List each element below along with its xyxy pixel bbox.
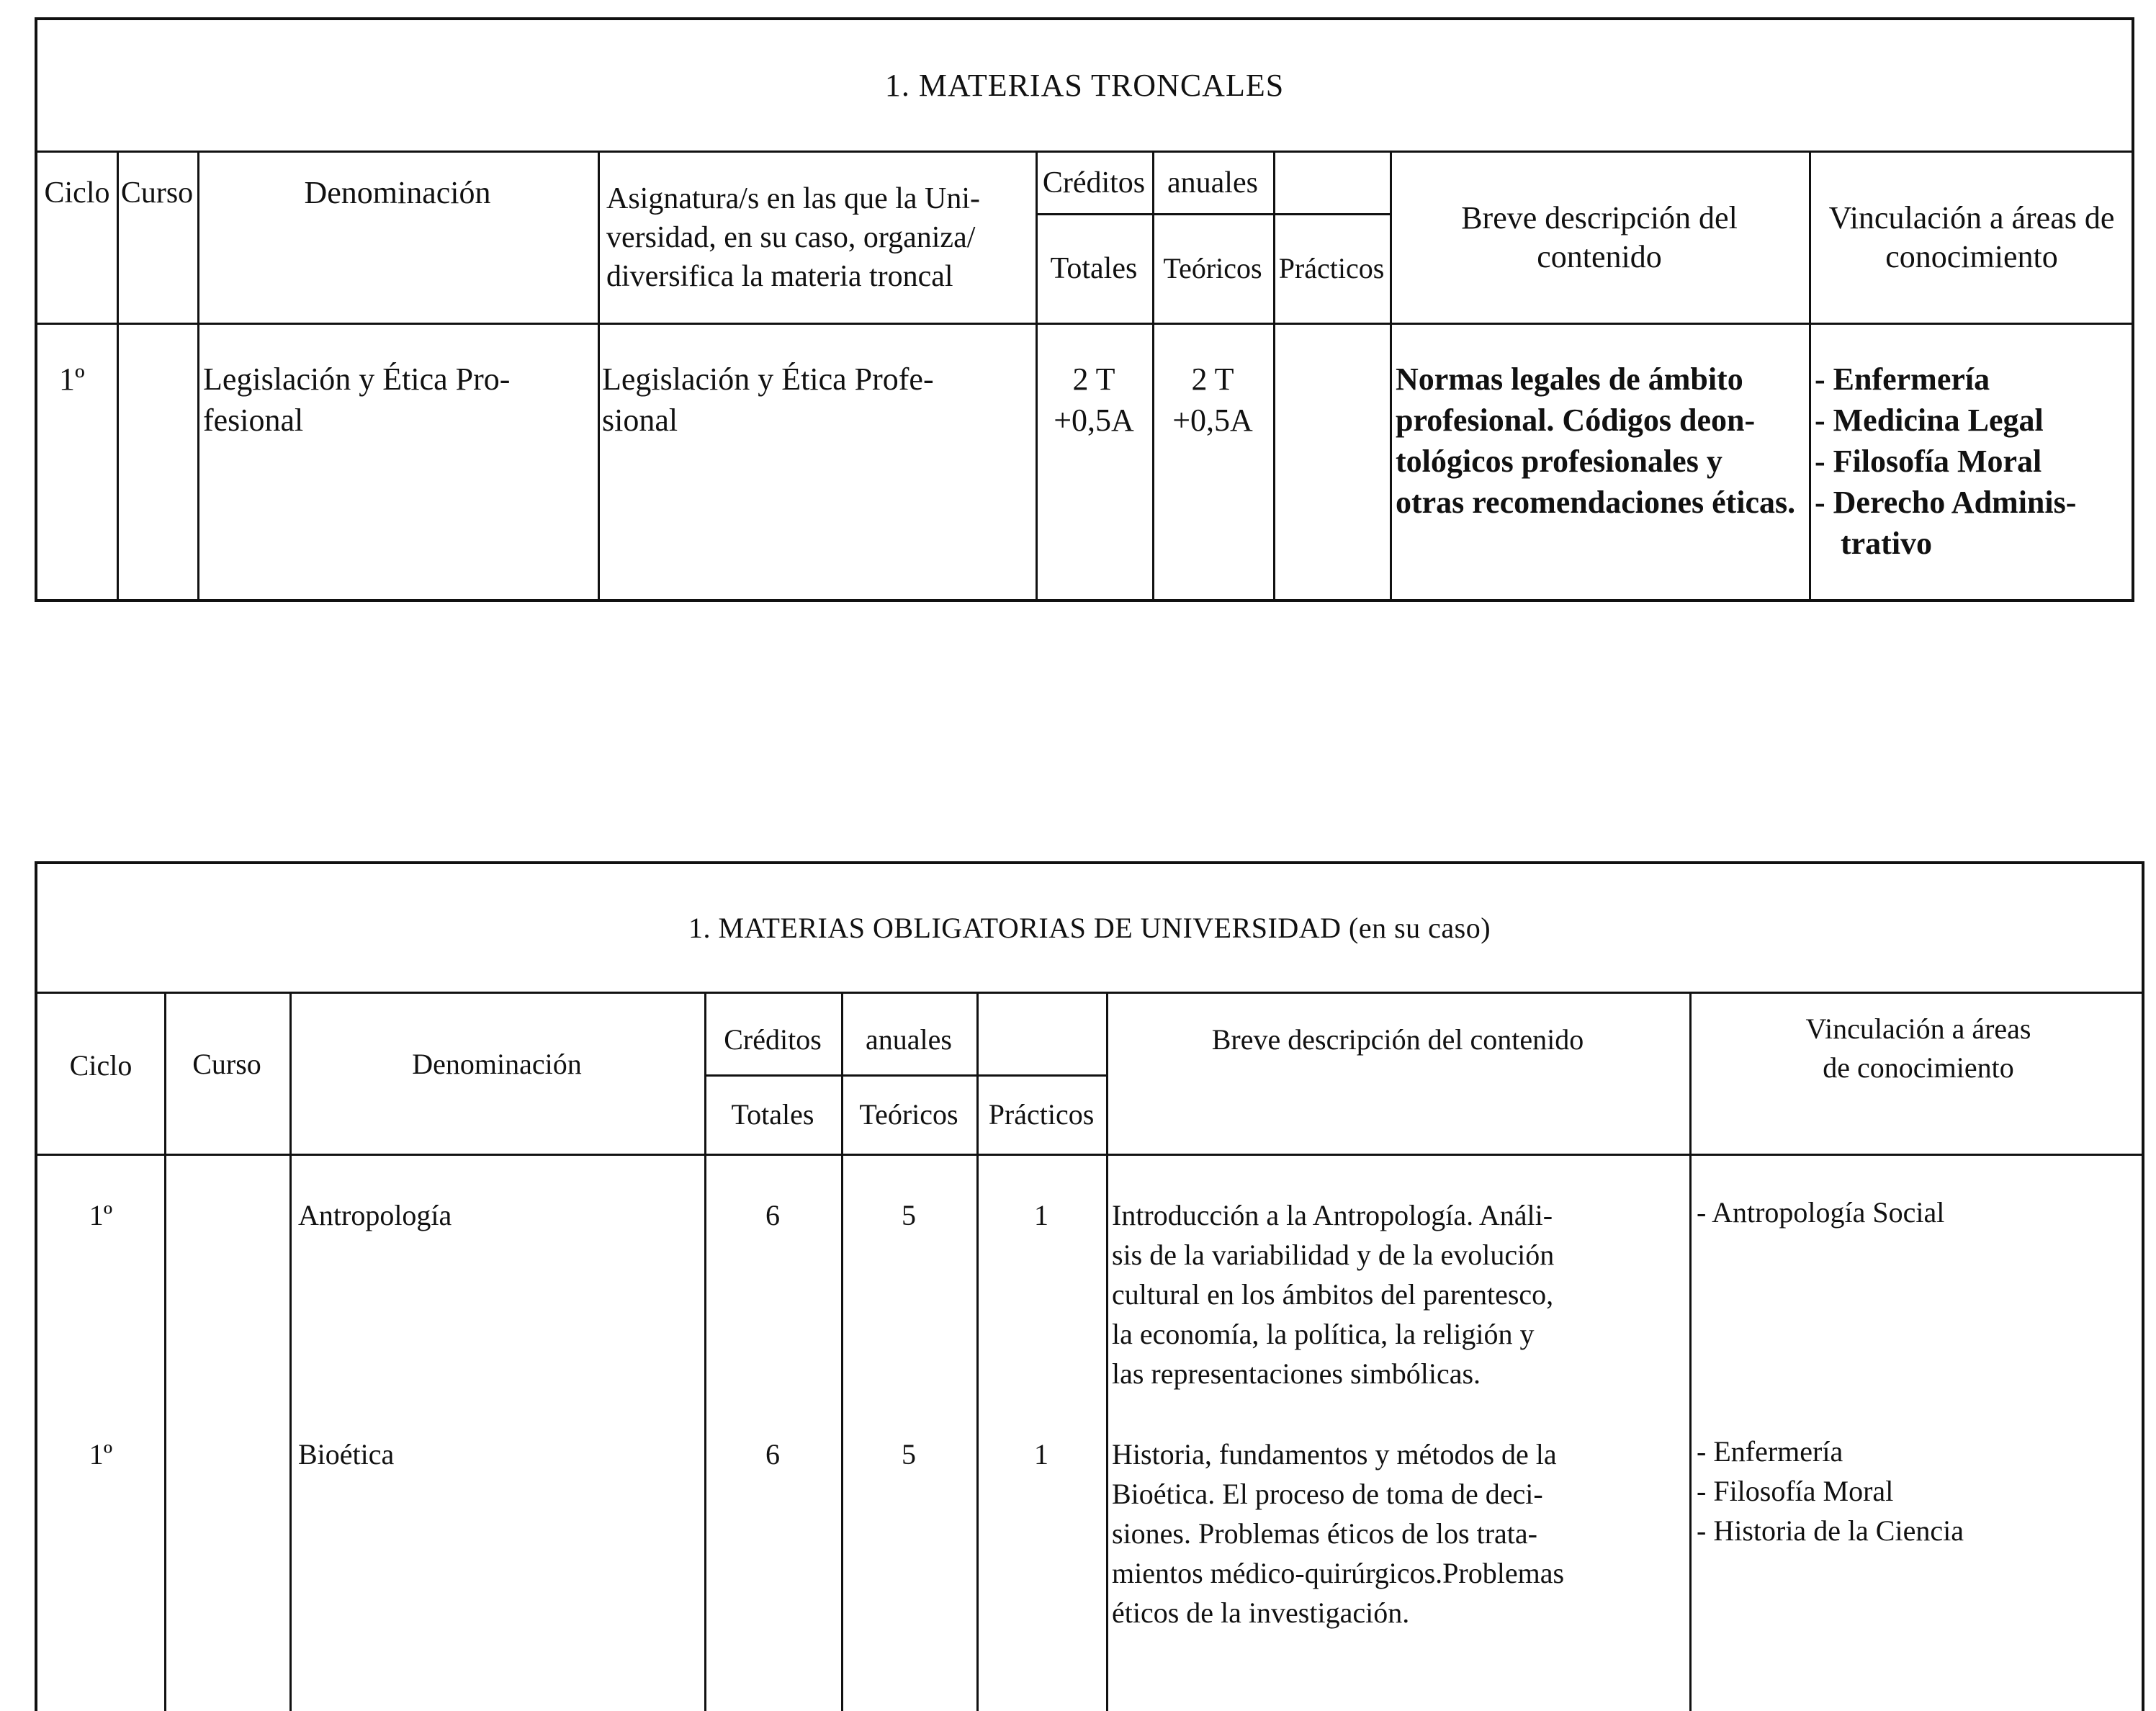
row-2-ciclo: 1º bbox=[89, 1438, 113, 1470]
row-1-practicos: 1 bbox=[1034, 1199, 1048, 1231]
row-1-teoricos: 5 bbox=[902, 1199, 916, 1231]
header-denominacion: Denominación bbox=[304, 175, 491, 210]
header-curso: Curso bbox=[120, 176, 194, 210]
row-2-vinculacion: - Enfermería - Filosofía Moral - Historia de la Ciencia bbox=[1697, 1435, 1964, 1547]
header-denominacion: Denominación bbox=[412, 1048, 582, 1080]
row-2-totales: 6 bbox=[765, 1438, 780, 1470]
header-practicos: Prácticos bbox=[1278, 252, 1385, 284]
column-divider bbox=[289, 994, 292, 1711]
row-descripcion: Normas legales de ámbito profesional. Códigos deon- tológicos profesionales y otras recomendaciones éticas. bbox=[1396, 361, 1796, 520]
header-totales: Totales bbox=[731, 1098, 814, 1131]
row-1-descripcion: Introducción a la Antropología. Análi- sis de la variabilidad y de la evolución cultural en los ámbitos del parentesco, la economía, la política, la religión y las representaciones simbólicas. bbox=[1112, 1199, 1555, 1390]
row-2-denominacion: Bioética bbox=[298, 1438, 395, 1470]
header-vinculacion: Vinculación a áreas de conocimiento bbox=[1805, 1012, 2031, 1084]
column-divider bbox=[1689, 994, 1692, 1711]
header-anuales: anuales bbox=[866, 1023, 952, 1056]
header-creditos: Créditos bbox=[724, 1023, 822, 1056]
row-teoricos: 2 T +0,5A bbox=[1172, 361, 1253, 438]
header-ciclo: Ciclo bbox=[44, 176, 110, 210]
obligatorias-table bbox=[35, 861, 2144, 1711]
header-descripcion: Breve descripción del contenido bbox=[1211, 1023, 1584, 1056]
row-1-totales: 6 bbox=[765, 1199, 780, 1231]
row-totales: 2 T +0,5A bbox=[1054, 361, 1134, 438]
row-ciclo: 1º bbox=[59, 361, 85, 397]
header-curso: Curso bbox=[192, 1048, 261, 1080]
header-practicos: Prácticos bbox=[988, 1098, 1095, 1131]
column-divider bbox=[598, 153, 600, 599]
row-vinculacion: - Enfermería - Medicina Legal - Filosofía Moral - Derecho Adminis- trativo bbox=[1815, 361, 2077, 561]
troncales-title: 1. MATERIAS TRONCALES bbox=[37, 20, 2132, 153]
header-creditos: Créditos bbox=[1042, 166, 1146, 199]
header-asignatura: Asignatura/s en las que la Uni- versidad, en su caso, organiza/ diversifica la materia troncal bbox=[606, 182, 981, 293]
row-asignatura: Legislación y Ética Profe- sional bbox=[602, 361, 934, 438]
row-1-vinculacion: - Antropología Social bbox=[1697, 1196, 1945, 1229]
row-denominacion: Legislación y Ética Pro- fesional bbox=[203, 361, 511, 438]
header-vinculacion: Vinculación a áreas de conocimiento bbox=[1828, 200, 2115, 274]
header-teoricos: Teóricos bbox=[1163, 252, 1262, 284]
row-2-teoricos: 5 bbox=[902, 1438, 916, 1470]
column-divider bbox=[1106, 994, 1108, 1711]
header-anuales: anuales bbox=[1167, 166, 1258, 199]
header-divider bbox=[37, 1154, 2142, 1156]
header-teoricos: Teóricos bbox=[859, 1098, 958, 1131]
row-2-practicos: 1 bbox=[1034, 1438, 1048, 1470]
row-1-ciclo: 1º bbox=[89, 1199, 113, 1231]
obligatorias-title: 1. MATERIAS OBLIGATORIAS DE UNIVERSIDAD (en su caso) bbox=[37, 864, 2142, 994]
row-2-descripcion: Historia, fundamentos y métodos de la Bioética. El proceso de toma de deci- siones. Problemas éticos de los trata- mientos médico-quirúrgicos.Problemas éticos de la investigación. bbox=[1112, 1438, 1565, 1629]
header-ciclo: Ciclo bbox=[69, 1049, 132, 1082]
row-1-denominacion: Antropología bbox=[298, 1199, 452, 1231]
header-descripcion: Breve descripción del contenido bbox=[1461, 200, 1738, 274]
column-divider bbox=[164, 994, 166, 1711]
header-divider bbox=[37, 323, 2132, 325]
troncales-table bbox=[35, 17, 2134, 602]
header-totales: Totales bbox=[1050, 252, 1138, 285]
